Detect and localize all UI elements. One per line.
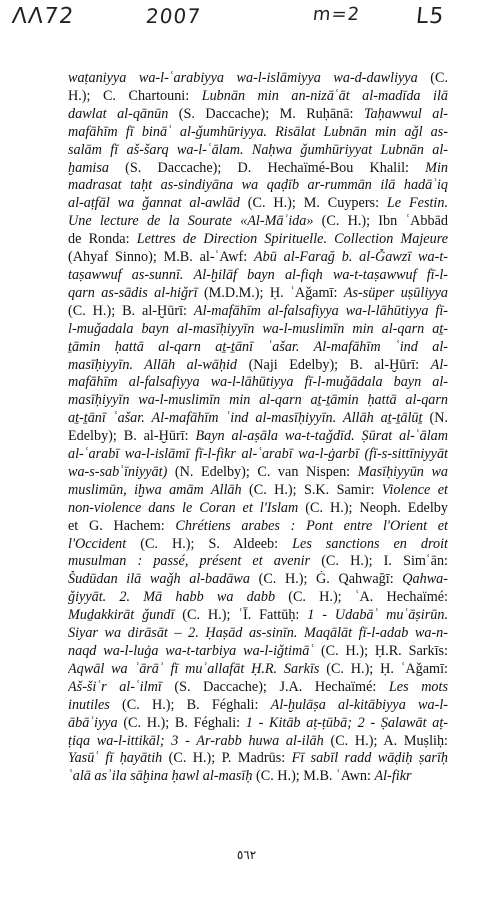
italic-title-segment: Al-mafāhīm al-falsafiyya wa-l-lāhūtiyya fī- (193, 302, 448, 319)
italic-title-segment: Taḥawwul al- (363, 105, 448, 122)
italic-title-segment: l-muǧadala bayn al-masīḥiyyīn wa-l-muslimīn min al-qarn aṯ- (68, 320, 448, 337)
text-line (68, 464, 448, 482)
italic-title-segment: Les sanctions en droit (292, 535, 448, 552)
handwritten-mark-3: m=2 (311, 4, 362, 25)
italic-title-segment: ʿalā asʾila sāḫina ḥawl al-masīḥ (68, 768, 253, 785)
text-line (68, 661, 448, 679)
italic-title-segment: Les mots (388, 678, 448, 695)
text-segment: (C. H.); P. Madrūs: (162, 750, 292, 767)
italic-title-segment: ḫamisa (68, 159, 109, 176)
text-segment: (C. H.); M.B. ʿAwn: (252, 768, 375, 785)
italic-title-segment: Al-ḫilāf bayn al-fiqh wa-t-taṣawwuf fī-l- (193, 266, 448, 283)
italic-title-segment: masīḥiyyīn. Allāh al-wāḥid (68, 356, 238, 373)
italic-title-segment: madrasat taḥt as-sindiyāna wa qaḍīb ar-rummān ilā hadāʾiq (68, 177, 448, 194)
italic-title-segment: 1 - Udabāʾ muʿāṣirūn. (307, 607, 448, 624)
text-line (68, 321, 448, 339)
italic-title-segment: Chrétiens arabes : Pont entre l'Orient et (175, 517, 448, 534)
text-line (68, 106, 448, 124)
text-segment: (S. Daccache); D. Hechaïmé-Bou Khalil: (109, 159, 426, 176)
handwritten-mark-1: ΛΛ72 (10, 4, 76, 29)
italic-title-segment: qarn as-sādis al-hiǧrī (68, 284, 198, 301)
italic-title-segment: Yasūʿ fī ḥayātih (68, 750, 163, 767)
text-segment: (C. (417, 70, 448, 86)
text-line (68, 231, 448, 249)
text-segment: (Naji Edelby); B. al-Ḫūrī: (237, 356, 431, 373)
italic-title-segment: naqd wa-l-luġa wa-t-tarbiya wa-l-iǧtimāʿ (68, 643, 315, 659)
text-segment: (C. H.); ʿĪ. Fattūḥ: (174, 607, 308, 624)
italic-title-segment: Muḏakkirāt ǧundī (68, 607, 175, 624)
text-segment: (C. H.); Neoph. Edelby (298, 499, 448, 516)
text-line (68, 446, 448, 464)
text-segment: (C. H.); S.K. Samir: (241, 481, 382, 498)
text-line (68, 643, 448, 661)
text-line (68, 213, 448, 231)
text-segment: Edelby); B. al-Ḫūrī: (68, 428, 196, 445)
italic-title-segment: dawlat al-qānūn (68, 105, 169, 122)
text-line (68, 697, 448, 715)
text-line (68, 715, 448, 733)
italic-title-segment: Al-ḫulāṣa al-kitābiyya wa-l- (270, 696, 448, 713)
text-segment: (C. H.); ʿA. Hechaïmé: (275, 589, 448, 606)
italic-title-segment: Siyar wa dirāsāt – 2. Ḥaṣād as-sinīn. Maqālāt fī-l-adab wa-n- (68, 625, 448, 642)
text-segment: (C. H.); A. Muṣliḥ: (323, 732, 448, 749)
text-segment: (C. H.); Ḥ. ʿAǧamī: (319, 660, 448, 677)
text-line (68, 589, 448, 607)
text-line (68, 500, 448, 518)
text-segment: et G. Hachem: (68, 517, 176, 534)
text-line (68, 142, 448, 160)
text-line (68, 571, 448, 589)
italic-title-segment: Une lecture de la Sourate «Al-Māʾida» (68, 213, 314, 230)
text-segment (183, 267, 193, 283)
text-segment: (M.D.M.); Ḥ. ʿAǧamī: (197, 284, 344, 301)
text-segment: de Ronda: (68, 231, 137, 248)
page-number: ٥٦٢ (236, 848, 257, 862)
text-line (68, 482, 448, 500)
italic-title-segment: taṣawwuf as-sunnī. (68, 266, 184, 283)
text-line (68, 124, 448, 142)
text-segment: (S. Daccache); J.A. Hechaïmé: (161, 678, 389, 695)
italic-title-segment: Al- (430, 356, 448, 373)
italic-title-segment: 1 - Kitāb aṭ-ṭūbā; 2 - Ṣalawāt aṭ- (245, 714, 448, 731)
text-segment: (C. H.); Ibn ʿAbbād (313, 213, 448, 230)
text-line (68, 303, 448, 321)
text-line (68, 750, 448, 768)
italic-title-segment: As-süper uṣūliyya (343, 284, 448, 301)
text-segment: (C. H.); B. al-Ḫūrī: (68, 302, 194, 319)
text-segment: (N. (422, 410, 448, 427)
text-line (68, 679, 448, 697)
italic-title-segment: wa-s-sabʿīniyyāt) (68, 463, 168, 480)
text-line (68, 768, 448, 786)
text-line (68, 177, 448, 195)
italic-title-segment: waṭaniyya wa-l-ʿarabiyya wa-l-islāmiyya wa-d-dawliyya (68, 70, 418, 86)
italic-title-segment: inutiles (68, 696, 110, 713)
italic-title-segment: ābāʾiyya (68, 714, 118, 731)
italic-title-segment: Fī sabīl radd wāḍiḥ ṣarīḥ (291, 750, 448, 767)
text-line (68, 536, 448, 554)
text-segment: (C. H.); B. Féghali: (117, 714, 246, 731)
italic-title-segment: Bayn al-aṣāla wa-t-taǧdīd. Ṣūrat al-ʿālam (195, 428, 448, 445)
italic-title-segment: Abū al-Farağ b. al-Ǧawzī wa-t- (253, 249, 448, 266)
italic-title-segment: Al-fikr (374, 768, 412, 785)
italic-title-segment: Le Festin. (386, 195, 448, 212)
handwritten-mark-2: 2007 (144, 4, 203, 28)
italic-title-segment: muslimūn, iḫwa amām Allāh (68, 481, 242, 498)
italic-title-segment: Min (425, 159, 448, 176)
italic-title-segment: non-violence dans le Coran et l'Islam (68, 499, 299, 516)
text-line (68, 357, 448, 375)
italic-title-segment: ṭiqa wa-l-ittikāl; 3 - Ar-rabb huwa al-ilāh (68, 732, 324, 749)
text-line (68, 733, 448, 751)
text-segment: (C. H.); S. Aldeeb: (126, 535, 293, 552)
italic-title-segment: mafāhīm al-falsafiyya wa-l-lāhūtiyya fī-l-muǧādala bayn al- (68, 374, 448, 391)
italic-title-segment: Violence et (381, 481, 448, 498)
text-segment: (N. Edelby); C. van Nispen: (167, 463, 358, 480)
text-segment: (C. H.); I. Simʿān: (310, 553, 448, 570)
text-line (68, 392, 448, 410)
italic-title-segment: Lubnān min an-nizāʿāt al-madīda ilā (201, 87, 448, 104)
italic-title-segment: Šudūdan ilā waǧh al-badāwa (68, 571, 250, 588)
italic-title-segment: l'Occident (68, 535, 127, 552)
italic-title-segment: salām fī aš-šarq wa-l-ʿālam. Naḥwa ǧumhūriyyat Lubnān al- (68, 141, 448, 158)
italic-title-segment: al-ʿarabī wa-l-islāmī fī-l-fikr al-ʿarabī wa-l-ġarbī (fī-s-sittīniyyāt (68, 446, 448, 463)
text-line (68, 249, 448, 267)
bibliography-paragraph (68, 70, 448, 786)
italic-title-segment: Aš-šiʿr al-ʿilmī (68, 678, 162, 695)
italic-title-segment: ṯāmin ḥattā al-qarn aṯ-ṯānī ʿašar. Al-mafāhīm ʿind al- (68, 338, 448, 355)
text-line (68, 607, 448, 625)
italic-title-segment: aṯ-ṯānī ʿašar. Al-mafāhīm ʿind al-masīḥiyyīn. Allāh aṯ-ṯālūṯ (68, 410, 423, 427)
italic-title-segment: mafāhīm fī bināʾ al-ǧumhūriyya. Risālat Lubnān min aǧl as- (68, 123, 448, 140)
text-line (68, 553, 448, 571)
text-line (68, 285, 448, 303)
text-segment: H.); C. Chartouni: (68, 87, 202, 104)
text-line (68, 518, 448, 536)
text-segment: (S. Daccache); M. Ruḥānā: (168, 105, 364, 122)
text-line (68, 428, 448, 446)
italic-title-segment: ǧiyyāt. 2. Mā habb wa dabb (68, 589, 276, 606)
text-segment: (C. H.); B. Féghali: (109, 696, 271, 713)
text-line (68, 625, 448, 643)
italic-title-segment: Masīḥiyyūn wa (357, 463, 448, 480)
text-line (68, 88, 448, 106)
italic-title-segment: masīḥiyyīn wa-l-muslimīn min al-qarn aṯ-ṯāmin ḥattā al-qarn (68, 392, 448, 409)
italic-title-segment: Aqwāl wa ʾārāʾ fī muʾallafāt Ḥ.R. Sarkīs (68, 660, 320, 677)
text-line (68, 267, 448, 285)
text-line (68, 195, 448, 213)
text-line (68, 70, 448, 88)
italic-title-segment: Lettres de Direction Spirituelle. Collection Majeure (136, 231, 448, 248)
italic-title-segment: Qahwa- (402, 571, 448, 588)
text-segment: (Ahyaf Sinno); M.B. al-ʿAwf: (68, 249, 254, 266)
text-segment: (C. H.); Ġ. Qahwağī: (249, 571, 403, 588)
text-segment: (C. H.); M. Cuypers: (239, 195, 387, 212)
text-line (68, 160, 448, 178)
handwritten-mark-4: L5 (414, 4, 446, 29)
text-segment: (C. H.); Ḥ.R. Sarkīs: (314, 643, 448, 659)
text-line (68, 374, 448, 392)
text-line (68, 339, 448, 357)
text-line (68, 410, 448, 428)
italic-title-segment: al-aṭfāl wa ǧannat al-awlād (68, 195, 240, 212)
italic-title-segment: musulman : passé, présent et avenir (68, 553, 311, 570)
